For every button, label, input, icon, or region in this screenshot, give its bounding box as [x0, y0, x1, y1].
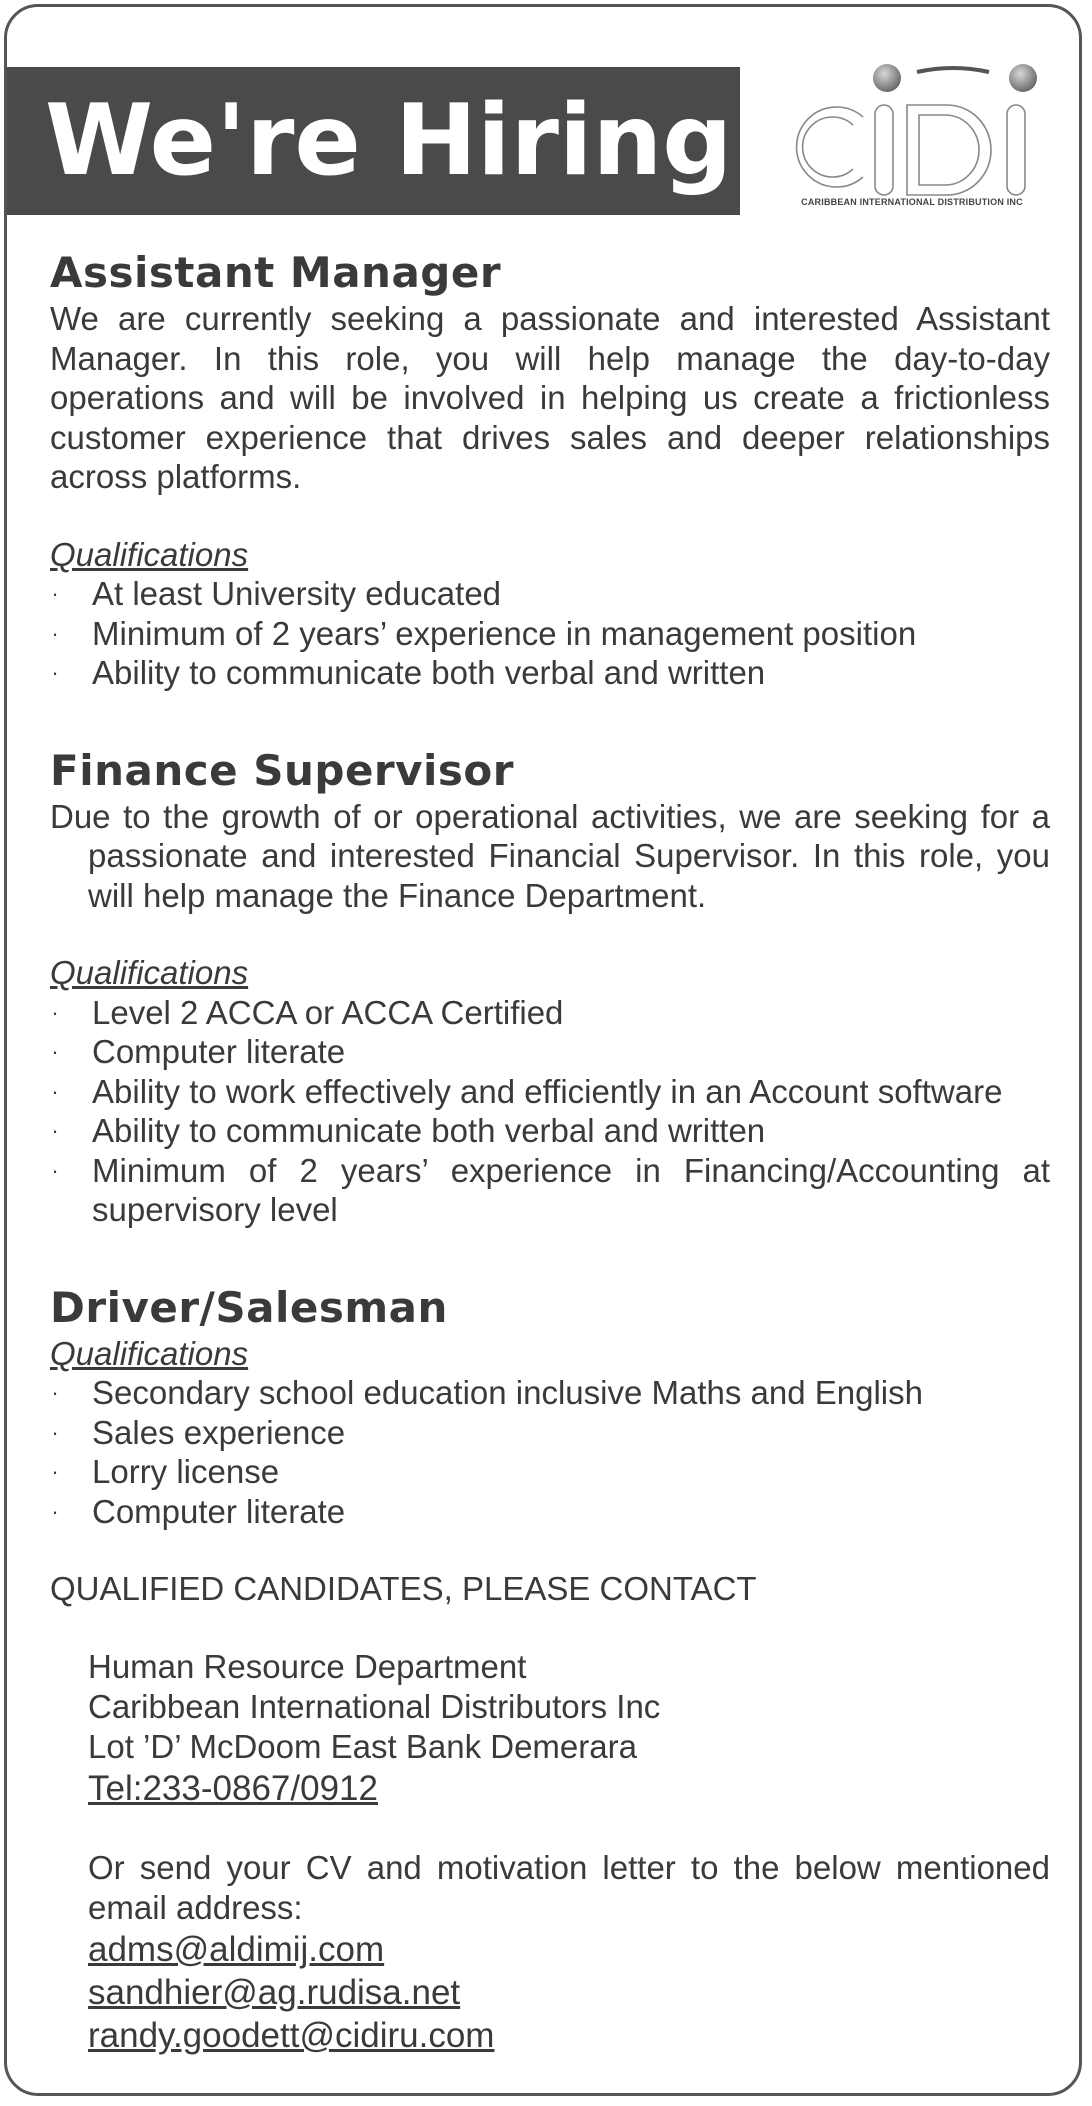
bullet-icon: ·	[51, 1078, 59, 1104]
job-driver-salesman	[50, 1282, 1050, 1532]
email-link[interactable]: adms@aldimij.com	[88, 1930, 385, 1969]
job-title: Assistant Manager	[50, 248, 502, 297]
bullet-icon: ·	[51, 1039, 59, 1064]
bullet-icon: ·	[51, 1419, 59, 1445]
bullet-icon: ·	[51, 620, 59, 646]
list-item: · Minimum of 2 years’ experience in management position	[51, 614, 917, 652]
qualifications-list	[50, 574, 1050, 693]
contact-department: Human Resource Department	[88, 1648, 527, 1685]
cidi-logo	[777, 47, 1047, 222]
list-item: · Secondary school education inclusive Maths and English	[51, 1374, 923, 1411]
list-item: · Minimum of 2 years’ experience in Financing/Accounting at supervisory level	[51, 1151, 1050, 1228]
bullet-icon: ·	[51, 1459, 59, 1484]
job-assistant-manager	[50, 247, 1050, 693]
bullet-icon: ·	[51, 1380, 59, 1405]
job-description: We are currently seeking a passionate and interested Assistant Manager. In this role, you will help manage the day-to-day operations and will be involved in helping us create a frictionless customer experience that drives sales and deeper relationships across platforms.	[50, 300, 1050, 495]
list-item: · Level 2 ACCA or ACCA Certified	[51, 993, 564, 1031]
bullet-icon: ·	[51, 1498, 59, 1524]
main-content	[50, 247, 1050, 2057]
list-item: · Computer literate	[51, 1033, 346, 1070]
contact-heading: QUALIFIED CANDIDATES, PLEASE CONTACT	[50, 1570, 757, 1607]
list-item: · Computer literate	[51, 1492, 346, 1530]
list-item: · At least University educated	[51, 575, 502, 612]
logo-subtitle: CARIBBEAN INTERNATIONAL DISTRIBUTION INC	[801, 197, 1023, 207]
list-item: · Lorry license	[51, 1453, 280, 1490]
qualifications-list	[50, 993, 1050, 1230]
contact-address: Lot ’D’ McDoom East Bank Demerara	[88, 1728, 637, 1765]
job-title: Finance Supervisor	[50, 745, 514, 795]
qualifications-list	[50, 1373, 1050, 1531]
job-ad-frame	[4, 4, 1082, 2096]
contact-section	[50, 1569, 1050, 2057]
email-link[interactable]: sandhier@ag.rudisa.net	[88, 1973, 461, 2012]
email-link[interactable]: randy.goodett@cidiru.com	[88, 2016, 495, 2055]
job-finance-supervisor	[50, 745, 1050, 1230]
qualifications-heading: Qualifications	[50, 954, 249, 991]
qualifications-heading: Qualifications	[50, 1334, 249, 1372]
job-description: Due to the growth of or operational activities, we are seeking for a passionate and interested Financial Supervisor. In this role, you will help manage the Finance Department.	[50, 797, 1050, 914]
list-item: · Ability to communicate both verbal and written	[51, 1112, 766, 1149]
contact-phone-link[interactable]: Tel:233-0867/0912	[88, 1769, 378, 1808]
bullet-icon: ·	[51, 1157, 59, 1183]
list-item: · Sales experience	[51, 1413, 346, 1451]
hiring-banner: We're Hiring	[7, 67, 740, 215]
bullet-icon: ·	[51, 999, 59, 1025]
list-item: · Ability to communicate both verbal and written	[51, 654, 766, 691]
qualifications-heading: Qualifications	[50, 535, 249, 573]
list-item: · Ability to work effectively and efficiently in an Account software	[51, 1072, 1003, 1110]
bullet-icon: ·	[51, 1118, 59, 1143]
bullet-icon: ·	[51, 660, 59, 685]
job-title: Driver/Salesman	[50, 1282, 448, 1332]
bullet-icon: ·	[51, 581, 59, 606]
contact-company: Caribbean International Distributors Inc	[88, 1688, 661, 1725]
cidi-logo-mark	[777, 47, 1047, 197]
email-note: Or send your CV and motivation letter to the below mentioned email address:	[88, 1849, 1050, 1926]
